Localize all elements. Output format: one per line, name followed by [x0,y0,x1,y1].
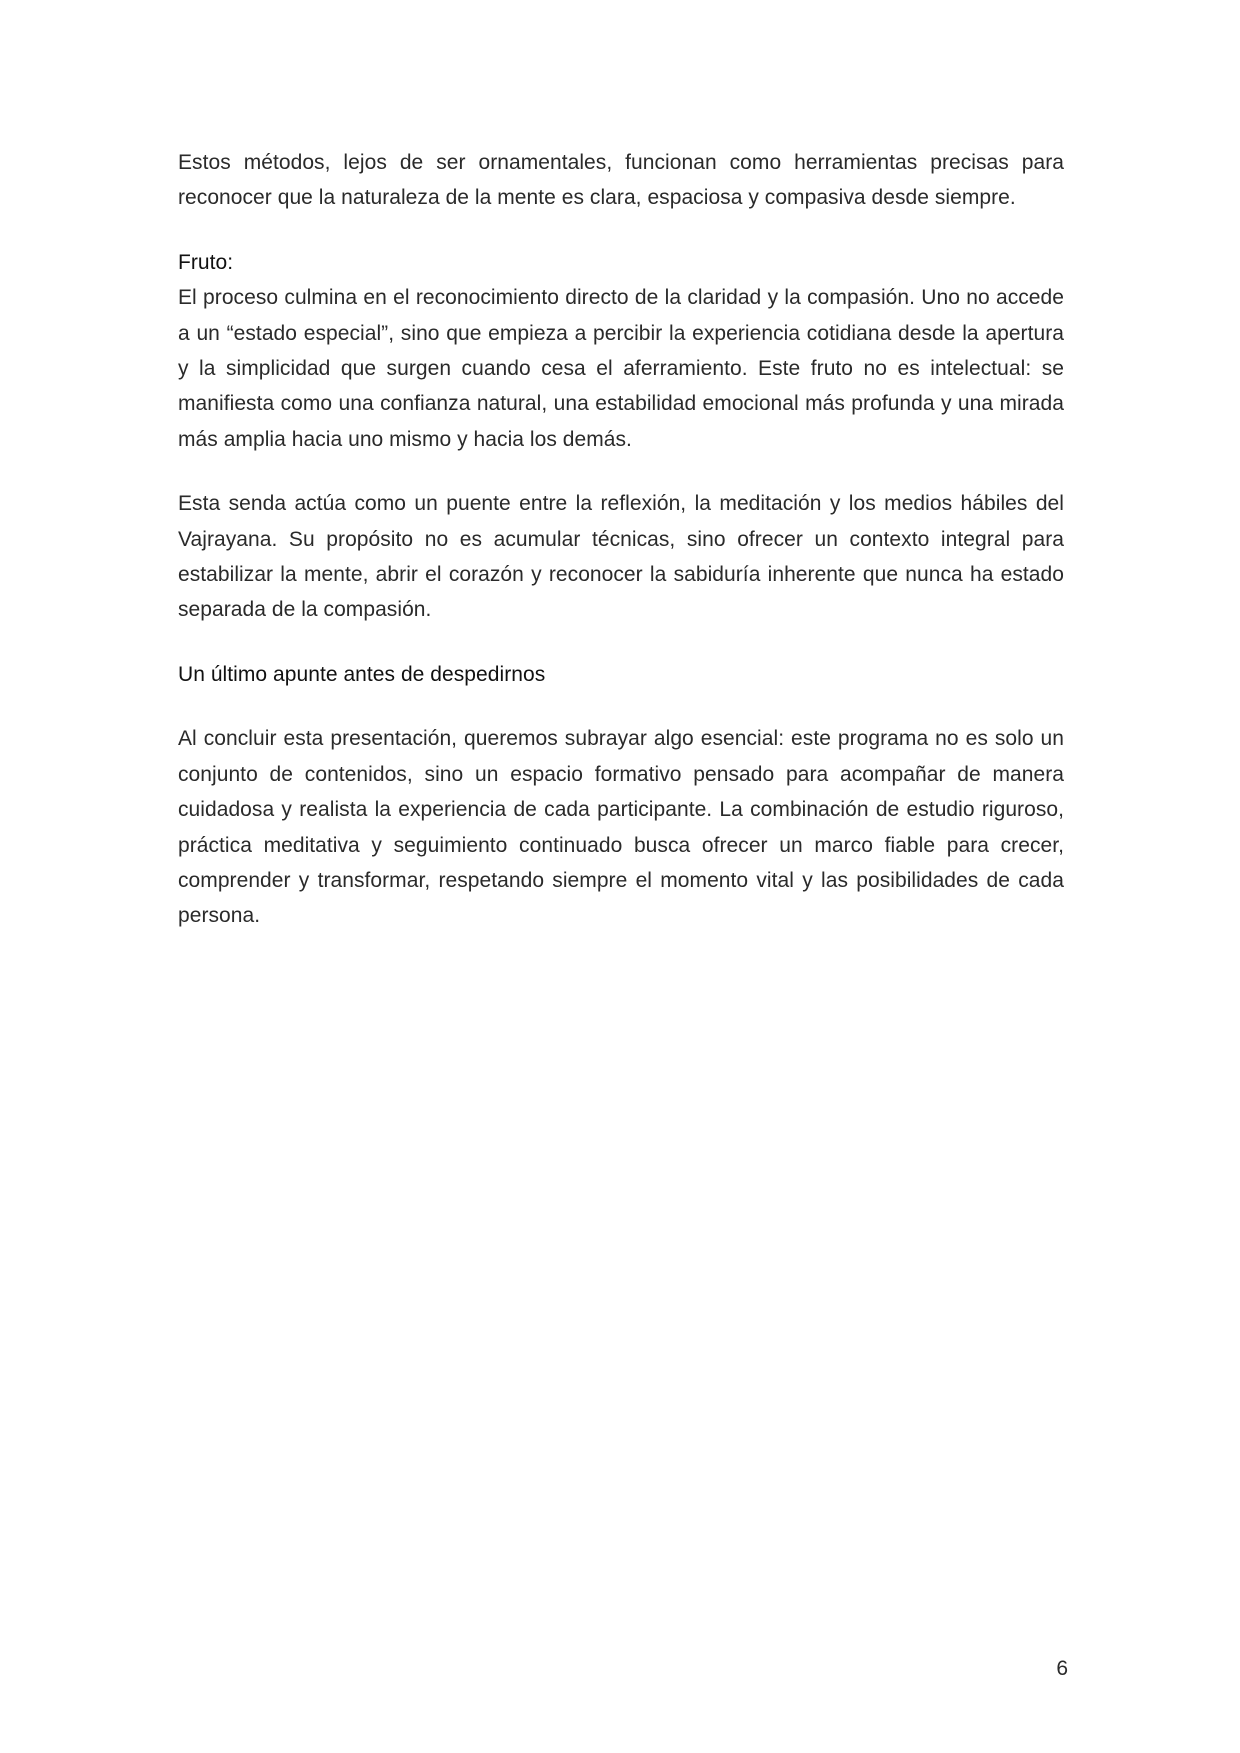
heading-ultimo-apunte: Un último apunte antes de despedirnos [178,662,546,686]
page-number: 6 [1056,1657,1068,1680]
paragraph-methods: Estos métodos, lejos de ser ornamentales, funcionan como herramientas precisas para reconocer que la naturaleza de la mente es clara, espaciosa y compasiva desde siempre. [178,151,1064,210]
page-body [178,145,1064,934]
paragraph-conclusion: Al concluir esta presentación, queremos subrayar algo esencial: este programa no es solo un conjunto de contenidos, sino un espacio formativo pensado para acompañar de manera cuidadosa y realista la experiencia de cada participante. La combinación de estudio riguroso, práctica meditativa y seguimiento continuado busca ofrecer un marco fiable para crecer, comprender y transformar, respetando siempre el momento vital y las posibilidades de cada persona. [178,727,1064,928]
paragraph-spacer [178,216,1064,245]
paragraph-senda: Esta senda actúa como un puente entre la reflexión, la meditación y los medios hábiles del Vajrayana. Su propósito no es acumular técnicas, sino ofrecer un contexto integral para estabilizar la mente, abrir el corazón y reconocer la sabiduría inherente que nunca ha estado separada de la compasión. [178,492,1064,622]
paragraph-spacer [178,457,1064,486]
paragraph-spacer [178,628,1064,657]
paragraph-fruto: El proceso culmina en el reconocimiento directo de la claridad y la compasión. Uno no accede a un “estado especial”, sino que empieza a percibir la experiencia cotidiana desde la apertura y la simplicidad que surgen cuando cesa el aferramiento. Este fruto no es intelectual: se manifiesta como una confianza natural, una estabilidad emocional más profunda y una mirada más amplia hacia uno mismo y hacia los demás. [178,286,1064,451]
heading-fruto: Fruto: [178,250,234,274]
paragraph-spacer [178,692,1064,721]
